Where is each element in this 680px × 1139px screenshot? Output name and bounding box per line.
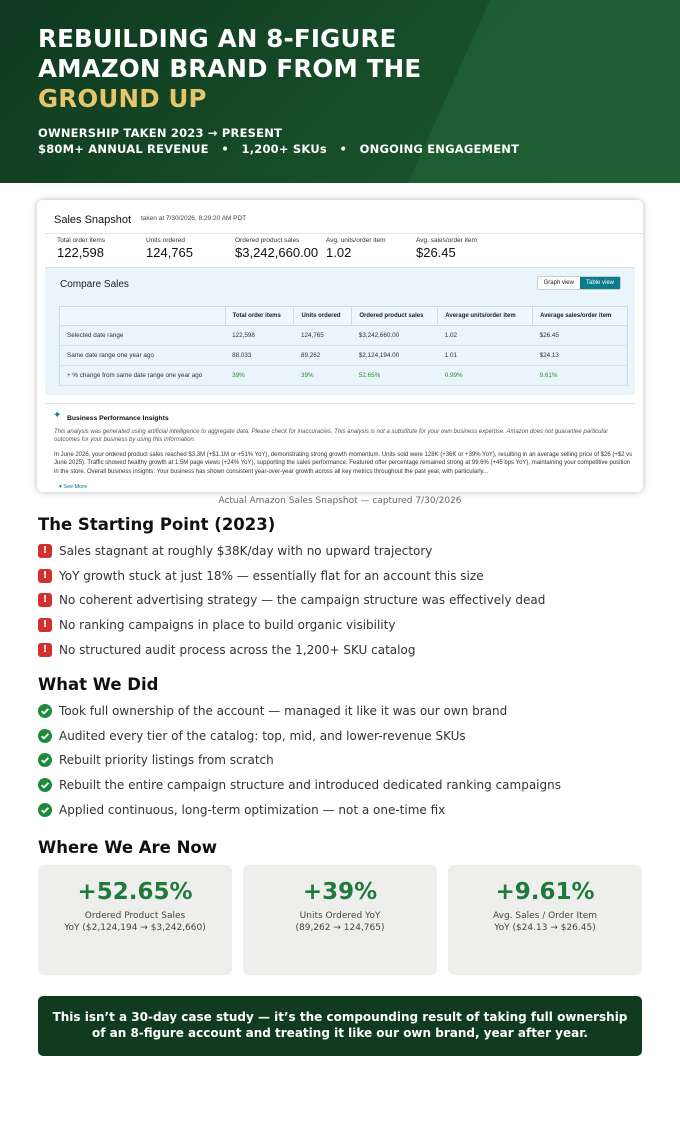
- hero-title-line-1: REBUILDING AN 8-FIGURE: [38, 24, 397, 53]
- what-we-did-heading: What We Did: [38, 675, 159, 694]
- stat-detail-line: YoY ($2,124,194 → $3,242,660): [64, 923, 206, 933]
- table-cell: 89,262: [294, 346, 352, 366]
- hero-subtitle-line-1: OWNERSHIP TAKEN 2023 → PRESENT: [38, 126, 283, 140]
- list-item-text: No structured audit process across the 1,200+ SKU catalog: [59, 642, 416, 657]
- check-icon: [38, 778, 52, 792]
- table-cell: $24.13: [533, 346, 628, 366]
- snapshot-header: [45, 208, 643, 234]
- table-header: Ordered product sales: [352, 307, 438, 326]
- stat-label-line: Avg. Sales / Order Item: [492, 911, 598, 921]
- list-item-text: Rebuilt priority listings from scratch: [59, 753, 274, 768]
- screenshot-caption: Actual Amazon Sales Snapshot — captured 7/30/2026: [218, 496, 462, 506]
- compare-sales-panel: [45, 267, 635, 395]
- table-cell: 1.02: [438, 326, 533, 346]
- table-cell: 39%: [225, 366, 294, 386]
- stat-label: [38, 910, 232, 934]
- check-icon: [38, 729, 52, 743]
- compare-sales-title: Compare Sales: [60, 279, 129, 290]
- list-item-text: Rebuilt the entire campaign structure and introduced dedicated ranking campaigns: [59, 778, 561, 793]
- sales-snapshot-screenshot: [37, 200, 643, 492]
- table-row: [60, 346, 628, 366]
- list-item-text: YoY growth stuck at just 18% — essentially flat for an account this size: [59, 568, 484, 583]
- kpi-label: Avg. sales/order item: [416, 237, 477, 244]
- hero-subtitle-line-2: $80M+ ANNUAL REVENUE • 1,200+ SKUs • ONGOING ENGAGEMENT: [38, 141, 520, 156]
- stat-detail-line: YoY ($24.13 → $26.45): [494, 923, 596, 933]
- alert-icon: !: [38, 643, 52, 657]
- insights-title: Business Performance Insights: [67, 415, 169, 422]
- table-cell: 1.01: [438, 346, 533, 366]
- table-row: [60, 326, 628, 346]
- snapshot-timestamp: taken at 7/30/2026, 8:29:20 AM PDT: [141, 215, 247, 222]
- list-item: [38, 752, 648, 777]
- list-item: [38, 543, 648, 568]
- table-cell: $3,242,660.00: [352, 326, 438, 346]
- kpi-total-order-items: [57, 237, 105, 260]
- kpi-label: Total order items: [57, 237, 106, 244]
- stat-label: [243, 910, 437, 934]
- check-icon: [38, 803, 52, 817]
- list-item: [38, 568, 648, 593]
- list-item: [38, 703, 648, 728]
- kpi-ordered-product-sales: [235, 237, 318, 260]
- stat-card-sales: [38, 865, 232, 975]
- list-item: [38, 802, 648, 827]
- table-header: [60, 307, 226, 326]
- list-item-text: Audited every tier of the catalog: top, mid, and lower-revenue SKUs: [59, 728, 466, 743]
- list-item: [38, 642, 648, 667]
- table-cell: $2,124,194.00: [352, 346, 438, 366]
- table-cell: 39%: [294, 366, 352, 386]
- table-cell: Same date range one year ago: [60, 346, 226, 366]
- list-item-text: No coherent advertising strategy — the campaign structure was effectively dead: [59, 593, 546, 608]
- alert-icon: !: [38, 593, 52, 607]
- stat-label-line: Ordered Product Sales: [84, 911, 186, 921]
- snapshot-title: Sales Snapshot: [54, 214, 132, 226]
- alert-icon: !: [38, 544, 52, 558]
- list-item-text: Applied continuous, long-term optimization — not a one-time fix: [59, 802, 446, 817]
- where-now-heading: Where We Are Now: [38, 838, 217, 857]
- see-more-link[interactable]: ▾ See More: [59, 484, 88, 490]
- kpi-units-ordered: [146, 237, 193, 260]
- table-cell: 52.65%: [352, 366, 438, 386]
- stat-detail-line: (89,262 → 124,765): [295, 923, 385, 933]
- table-view-button[interactable]: Table view: [580, 277, 620, 289]
- stat-value: +39%: [302, 879, 378, 905]
- table-row-percent-change[interactable]: [60, 366, 628, 386]
- table-cell: Selected date range: [60, 326, 226, 346]
- check-icon: [38, 753, 52, 767]
- hero-title: [38, 24, 478, 114]
- table-cell: 122,598: [225, 326, 294, 346]
- table-header: Total order items: [225, 307, 294, 326]
- hero-banner: [0, 0, 680, 183]
- kpi-value: 124,765: [146, 245, 193, 260]
- table-cell: 9.61%: [533, 366, 628, 386]
- table-cell: 88,033: [225, 346, 294, 366]
- table-cell: $26.45: [533, 326, 628, 346]
- list-item: [38, 777, 648, 802]
- kpi-label: Units ordered: [146, 237, 186, 244]
- kpi-value: 1.02: [326, 245, 352, 260]
- table-header: Average sales/order item: [533, 307, 628, 326]
- what-we-did-list: [38, 703, 648, 826]
- stat-label-line: Units Ordered YoY: [299, 911, 381, 921]
- hero-title-accent: GROUND UP: [38, 84, 207, 113]
- kpi-label: Ordered product sales: [235, 237, 300, 244]
- table-cell: 0.99%: [438, 366, 533, 386]
- alert-icon: !: [38, 618, 52, 632]
- list-item-text: Took full ownership of the account — managed it like it was our own brand: [59, 704, 508, 718]
- list-item: [38, 728, 648, 753]
- insights-disclaimer: This analysis was generated using artificial intelligence to aggregate data. Please check for inaccuracies. This analysis is not a substitute for your own business expertise. Amazon does not guarantee particular outcomes for your business by using this information.: [54, 429, 609, 444]
- stat-value: +9.61%: [495, 879, 595, 905]
- business-insights-panel: [45, 403, 635, 492]
- stat-card-units: [243, 865, 437, 975]
- hero-title-line-2: AMAZON BRAND FROM THE: [38, 54, 422, 83]
- kpi-label: Avg. units/order item: [326, 237, 386, 244]
- insights-body: In June 2026, your ordered product sales reached $3.3M (+$1.1M or +51% YoY), demonstrating strong growth momentum. Units sold were 128K (+36K or +39% YoY), resulting in an average selling price of $26 (+$2 vs June 2025). Traffic showed healthy growth at 1.5M page views (+24% YoY), supporting the sales performance. Featured offer percentage remained strong at 99.6% (+45 bps YoY), maintaining your competitive position in the store. Overall business insights: Your business has shown consistent year-over-year growth across all key metrics throughout the past year, with particularly...: [54, 452, 633, 475]
- hero-subtitle: [38, 126, 519, 157]
- graph-view-button[interactable]: Graph view: [538, 277, 580, 289]
- kpi-avg-sales: [416, 237, 477, 260]
- starting-point-list: [38, 543, 648, 666]
- table-cell: 124,765: [294, 326, 352, 346]
- list-item: [38, 592, 648, 617]
- kpi-value: 122,598: [57, 245, 104, 260]
- table-header: Average units/order item: [438, 307, 533, 326]
- stat-value: +52.65%: [77, 879, 193, 905]
- table-header-row: [60, 307, 628, 326]
- kpi-value: $3,242,660.00: [235, 245, 319, 260]
- kpi-avg-units: [326, 237, 386, 260]
- stat-label: [448, 910, 642, 934]
- check-icon: [38, 704, 52, 718]
- stat-card-avg-sales: [448, 865, 642, 975]
- list-item-text: Sales stagnant at roughly $38K/day with no upward trajectory: [59, 544, 433, 558]
- list-item-text: No ranking campaigns in place to build organic visibility: [59, 618, 396, 633]
- list-item: [38, 617, 648, 642]
- kpi-value: $26.45: [416, 245, 456, 260]
- view-toggle: [537, 276, 621, 290]
- table-cell[interactable]: + % change from same date range one year ago: [60, 366, 226, 386]
- starting-point-heading: The Starting Point (2023): [38, 515, 276, 534]
- compare-sales-table: [59, 306, 628, 386]
- table-header: Units ordered: [294, 307, 352, 326]
- alert-icon: !: [38, 569, 52, 583]
- sparkle-icon: ✦: [53, 410, 62, 421]
- closing-banner: This isn’t a 30-day case study — it’s the compounding result of taking full ownership of an 8-figure account and treating it like our own brand, year after year.: [38, 996, 642, 1056]
